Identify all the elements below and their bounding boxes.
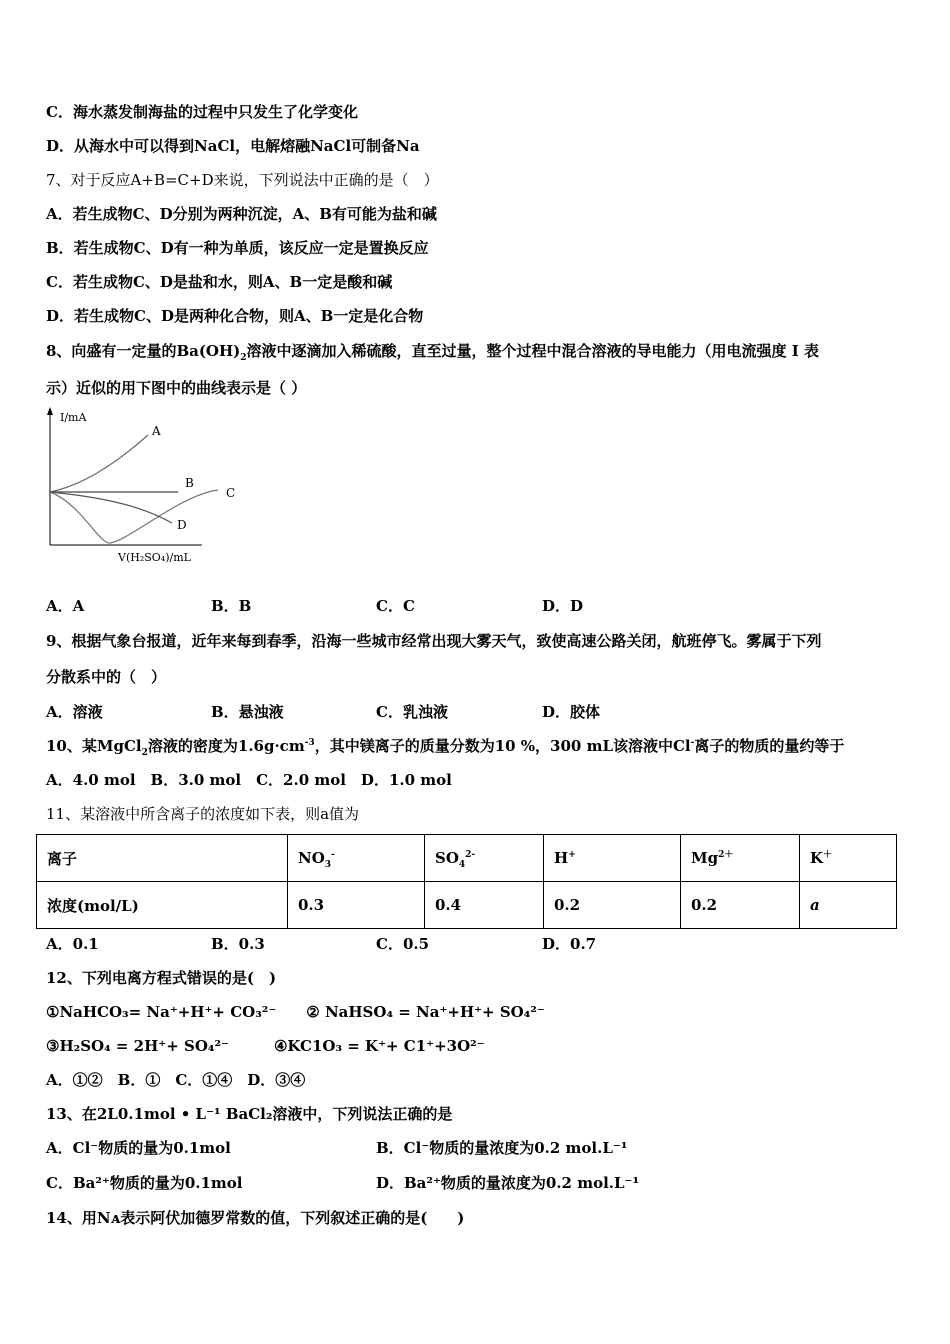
- table-cell: 0.2: [681, 882, 800, 929]
- q12-equations-2: ③H₂SO₄ = 2H⁺+ SO₄²⁻ ④KC1O₃ = K⁺+ C1⁺+3O²⁻: [46, 1037, 485, 1055]
- q11-stem: 11、某溶液中所含离子的浓度如下表，则a值为: [46, 805, 360, 823]
- curve-c: [50, 490, 218, 543]
- q10-stem: 10、某MgCl$_2$溶液的密度为$1.6g\cdot cm^{-3}$，其中镁离子的质量分数为10 %，300 mL该溶液中Cl-离子的物质的量约等于: [46, 737, 845, 758]
- q8-option-d: D．D: [542, 597, 584, 615]
- table-cell: K＋: [800, 835, 897, 882]
- q7-option-b: B．若生成物C、D有一种为单质，该反应一定是置换反应: [46, 239, 429, 257]
- q11-option-a: A．0.1: [46, 935, 99, 953]
- curve-label-d: D: [177, 518, 187, 532]
- q7-option-c: C．若生成物C、D是盐和水，则A、B一定是酸和碱: [46, 273, 393, 291]
- q13-option-b: B．Cl⁻物质的量浓度为0.2 mol.L⁻¹: [376, 1139, 628, 1157]
- q7-stem: 7、对于反应A+B=C+D来说，下列说法中正确的是（ ）: [46, 171, 439, 189]
- table-cell: H+: [544, 835, 681, 882]
- q12-options: A．①② B．① C．①④ D．③④: [46, 1071, 306, 1089]
- table-cell: 离子: [37, 835, 288, 882]
- q7-option-d: D．若生成物C、D是两种化合物，则A、B一定是化合物: [46, 307, 424, 325]
- q6-option-d: D．从海水中可以得到NaCl，电解熔融NaCl可制备Na: [46, 137, 420, 155]
- graph-xlabel: V(H₂SO₄)/mL: [118, 551, 191, 564]
- q8-stem: 8、向盛有一定量的$Ba(OH)_2$溶液中逐滴加入稀硫酸，直至过量，整个过程中混合溶液的导电能力（用电流强度 I 表: [46, 342, 820, 363]
- table-row: [37, 882, 897, 929]
- q9-stem-line2: 分散系中的（ ）: [46, 668, 167, 686]
- q10-options: A．4.0 mol B．3.0 mol C．2.0 mol D．1.0 mol: [46, 771, 452, 789]
- q9-option-b: B．悬浊液: [211, 703, 284, 721]
- q8-option-c: C．C: [376, 597, 415, 615]
- q12-stem: 12、下列电离方程式错误的是( ): [46, 969, 277, 987]
- table-row: [37, 835, 897, 882]
- q9-option-d: D．胶体: [542, 703, 601, 721]
- q11-option-c: C．0.5: [376, 935, 430, 953]
- curve-a: [50, 435, 148, 492]
- q9-option-c: C．乳浊液: [376, 703, 448, 721]
- q7-option-a: A．若生成物C、D分别为两种沉淀，A、B有可能为盐和碱: [46, 205, 437, 223]
- table-cell: 0.3: [288, 882, 425, 929]
- q11-option-d: D．0.7: [542, 935, 597, 953]
- curve-label-b: B: [185, 476, 194, 490]
- q8-option-b: B．B: [211, 597, 252, 615]
- q13-option-c: C．Ba²⁺物质的量为0.1mol: [46, 1174, 243, 1192]
- graph-ylabel: I/mA: [60, 411, 87, 424]
- table-cell: 0.4: [425, 882, 544, 929]
- table-cell: $Mg^{2+}$: [681, 835, 800, 882]
- q8-stem-line2: 示）近似的用下图中的曲线表示是（ ）: [46, 379, 307, 397]
- q12-equations-1: ①NaHCO₃= Na⁺+H⁺+ CO₃²⁻ ② NaHSO₄ = Na⁺+H⁺+ SO₄²⁻: [46, 1003, 545, 1021]
- q11-option-b: B．0.3: [211, 935, 265, 953]
- q6-option-c: C．海水蒸发制海盐的过程中只发生了化学变化: [46, 103, 358, 121]
- q14-stem: 14、用Nᴀ表示阿伏加德罗常数的值，下列叙述正确的是( ): [46, 1209, 465, 1227]
- y-axis-arrow-icon: [47, 407, 53, 415]
- curve-label-a: A: [152, 424, 161, 438]
- q9-option-a: A．溶液: [46, 703, 103, 721]
- q9-stem: 9、根据气象台报道，近年来每到春季，沿海一些城市经常出现大雾天气，致使高速公路关闭，航班停飞。雾属于下列: [46, 632, 822, 650]
- table-cell: a: [800, 882, 897, 929]
- table-cell: $SO_4^{2-}$: [425, 835, 544, 882]
- table-cell: $NO_3^-$: [288, 835, 425, 882]
- curve-label-c: C: [226, 486, 236, 500]
- q13-stem: 13、在2L0.1mol • L⁻¹ BaCl₂溶液中，下列说法正确的是: [46, 1105, 453, 1123]
- ion-concentration-table: [36, 834, 897, 929]
- q13-option-a: A．Cl⁻物质的量为0.1mol: [46, 1139, 231, 1157]
- conductivity-graph: [40, 405, 250, 565]
- table-cell: 浓度(mol/L): [37, 882, 288, 929]
- q8-option-a: A．A: [46, 597, 85, 615]
- curve-d: [50, 492, 172, 523]
- table-cell: 0.2: [544, 882, 681, 929]
- q13-option-d: D．Ba²⁺物质的量浓度为0.2 mol.L⁻¹: [376, 1174, 640, 1192]
